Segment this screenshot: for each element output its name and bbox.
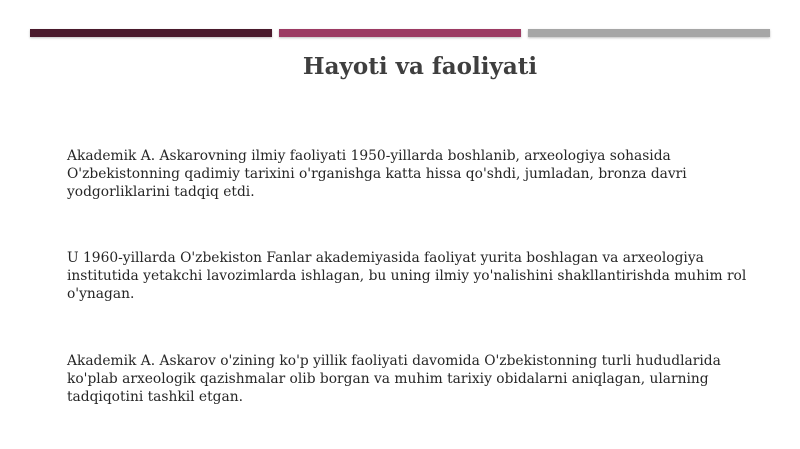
paragraph-3: Akademik A. Askarov o'zining ko'p yillik faoliyati davomida O'zbekistonning turli hududlarida ko'plab arxeologik qazishmalar olib borgan va muhim tarixiy obidalarni aniqlagan, ularning tadqiqotini tashkil etgan. — [67, 353, 721, 405]
accent-bar-dark — [30, 29, 272, 37]
accent-bar-gray — [528, 29, 770, 37]
accent-bar-magenta — [279, 29, 521, 37]
top-accent-bars — [30, 29, 770, 37]
paragraph-1: Akademik A. Askarovning ilmiy faoliyati 1950-yillarda boshlanib, arxeologiya sohasida O'zbekistonning qadimiy tarixini o'rganishga katta hissa qo'shdi, jumladan, bronza davri yodgorliklarini tadqiq etdi. — [67, 148, 687, 200]
paragraph-2: U 1960-yillarda O'zbekiston Fanlar akademiyasida faoliyat yurita boshlagan va arxeologiya institutida yetakchi lavozimlarda ishlagan, bu uning ilmiy yo'nalishini shakllantirishda muhim rol o'ynagan. — [67, 250, 747, 302]
slide-title: Hayoti va faoliyati — [302, 53, 538, 80]
